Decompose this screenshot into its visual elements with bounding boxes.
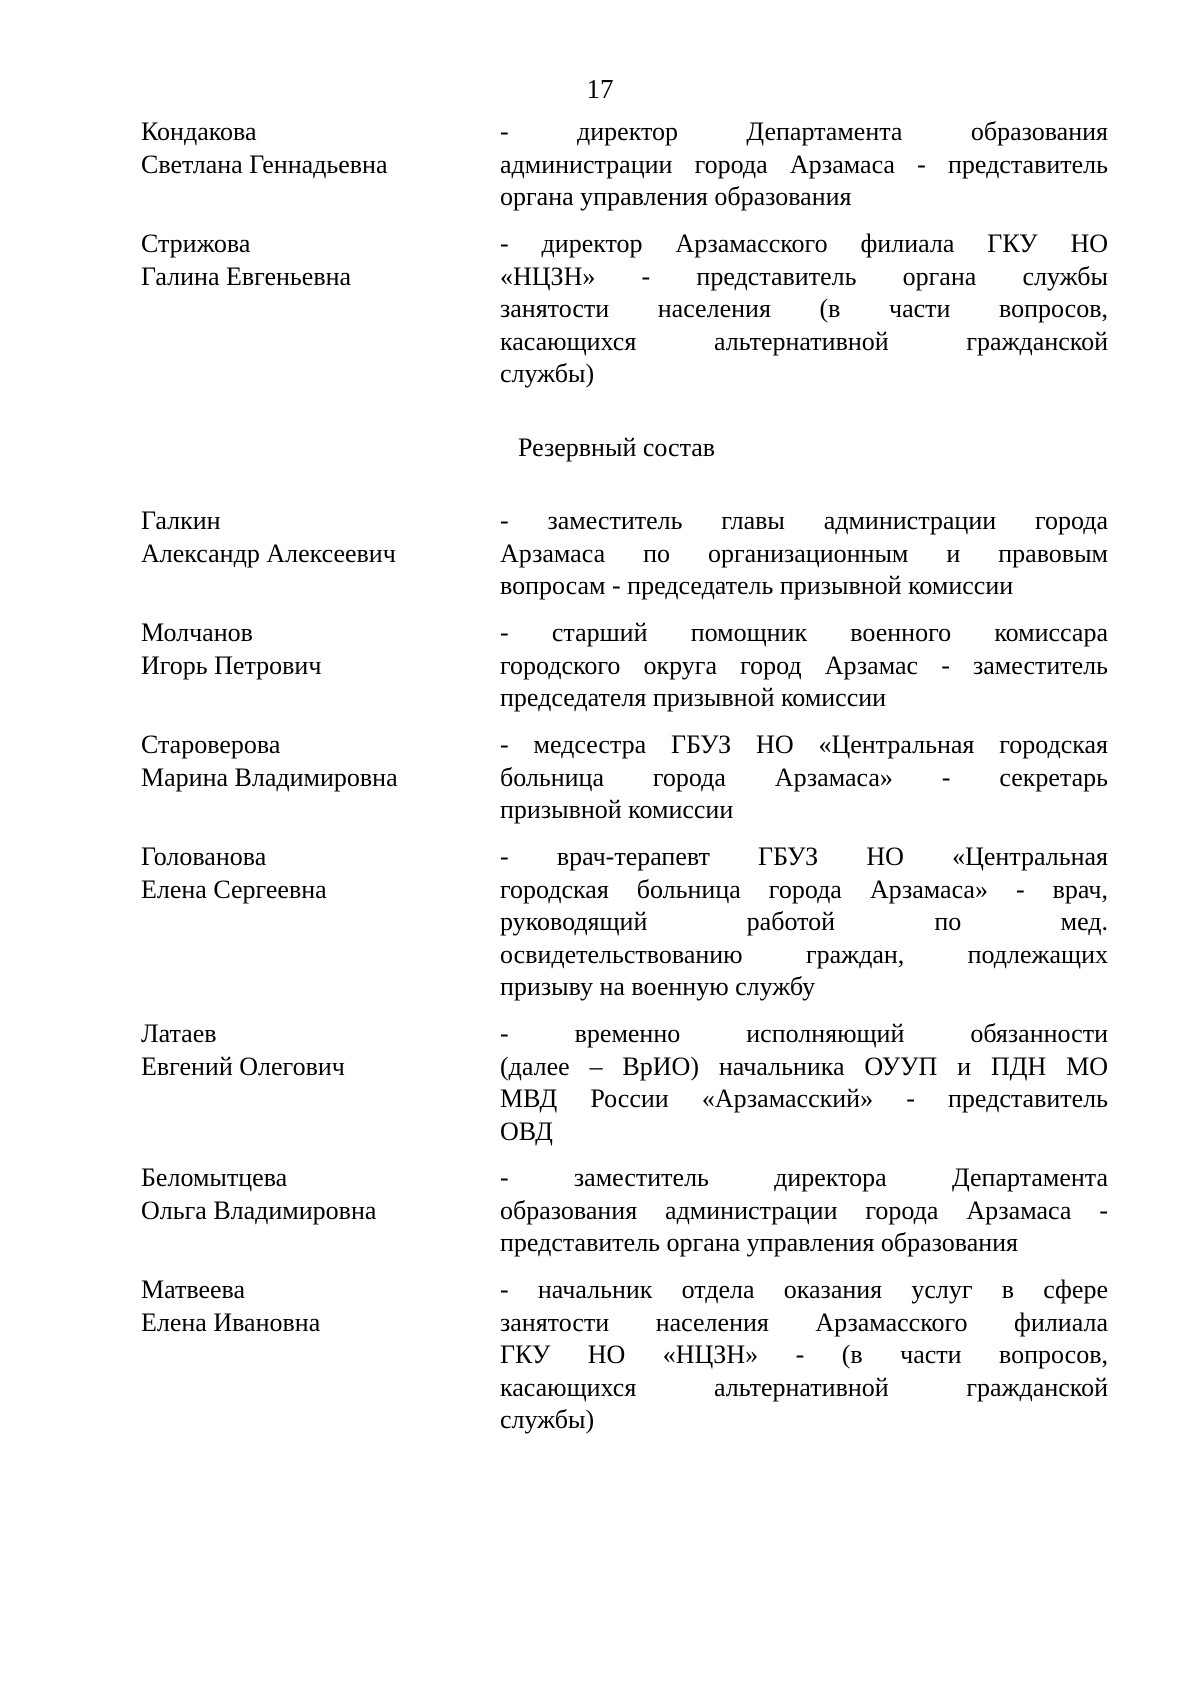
role-line: руководящий работой по мед. xyxy=(500,907,1108,936)
member-surname: Староверова xyxy=(141,730,281,759)
role-line: занятости населения (в части вопросов, xyxy=(500,294,1108,323)
member-given-names: Светлана Геннадьевна xyxy=(141,149,388,179)
role-line: органа управления образования xyxy=(500,182,852,211)
role-line: (далее – ВрИО) начальника ОУУП и ПДН МО xyxy=(500,1051,1108,1081)
role-line: - медсестра ГБУЗ НО «Центральная городская xyxy=(500,730,1108,759)
role-line: председателя призывной комиссии xyxy=(500,683,887,712)
role-line: - директор Департамента образования xyxy=(500,117,1108,146)
role-line: - директор Арзамасского филиала ГКУ НО xyxy=(500,229,1108,258)
role-line: администрации города Арзамаса - представитель xyxy=(500,149,1108,179)
member-surname: Кондакова xyxy=(141,117,257,146)
member-role xyxy=(500,617,1108,715)
role-line: городская больница города Арзамаса» - врач, xyxy=(500,874,1108,904)
role-line: представитель органа управления образования xyxy=(500,1228,1019,1257)
role-line: службы) xyxy=(500,359,595,388)
member-surname: Латаев xyxy=(141,1019,217,1048)
member-given-names: Галина Евгеньевна xyxy=(141,261,352,291)
role-line: - заместитель главы администрации города xyxy=(500,506,1108,535)
role-line: касающихся альтернативной гражданской xyxy=(500,1372,1108,1402)
member-role xyxy=(500,228,1108,391)
role-line: городского округа город Арзамас - заместитель xyxy=(500,650,1108,680)
member-role xyxy=(500,1018,1108,1148)
member-name xyxy=(141,617,471,682)
member-name xyxy=(141,1274,471,1339)
member-surname: Голованова xyxy=(141,842,267,871)
member-name xyxy=(141,505,471,570)
member-surname: Стрижова xyxy=(141,229,251,258)
member-given-names: Евгений Олегович xyxy=(141,1051,345,1081)
member-role xyxy=(500,1274,1108,1437)
member-role xyxy=(500,841,1108,1004)
member-surname: Матвеева xyxy=(141,1275,246,1304)
member-surname: Беломытцева xyxy=(141,1163,288,1192)
role-line: ГКУ НО «НЦЗН» - (в части вопросов, xyxy=(500,1340,1108,1369)
member-role xyxy=(500,505,1108,603)
member-given-names: Марина Владимировна xyxy=(141,762,398,792)
role-line: призывной комиссии xyxy=(500,795,734,824)
member-name xyxy=(141,841,471,906)
member-given-names: Игорь Петрович xyxy=(141,650,322,680)
role-line: Арзамаса по организационным и правовым xyxy=(500,538,1108,568)
role-line: образования администрации города Арзамаса - xyxy=(500,1195,1108,1225)
page-number: 17 xyxy=(586,74,614,104)
member-name xyxy=(141,729,471,794)
member-name xyxy=(141,228,471,293)
role-line: - начальник отдела оказания услуг в сфере xyxy=(500,1275,1108,1304)
role-line: освидетельствованию граждан, подлежащих xyxy=(500,939,1108,969)
role-line: призыву на военную службу xyxy=(500,972,816,1001)
role-line: больница города Арзамаса» - секретарь xyxy=(500,762,1108,792)
member-given-names: Елена Сергеевна xyxy=(141,874,327,904)
role-line: «НЦЗН» - представитель органа службы xyxy=(500,261,1108,291)
role-line: - временно исполняющий обязанности xyxy=(500,1019,1108,1048)
member-role xyxy=(500,729,1108,827)
member-name xyxy=(141,1162,471,1227)
role-line: МВД России «Арзамасский» - представитель xyxy=(500,1084,1108,1113)
role-line: занятости населения Арзамасского филиала xyxy=(500,1307,1108,1337)
role-line: вопросам - председатель призывной комиссии xyxy=(500,571,1014,600)
role-line: касающихся альтернативной гражданской xyxy=(500,326,1108,356)
member-name xyxy=(141,116,471,181)
member-role xyxy=(500,1162,1108,1260)
member-given-names: Александр Алексеевич xyxy=(141,538,396,568)
role-line: - старший помощник военного комиссара xyxy=(500,618,1108,647)
member-given-names: Ольга Владимировна xyxy=(141,1195,377,1225)
member-surname: Галкин xyxy=(141,506,221,535)
member-name xyxy=(141,1018,471,1083)
section-heading-reserve: Резервный состав xyxy=(518,433,716,462)
role-line: службы) xyxy=(500,1405,595,1434)
role-line: - заместитель директора Департамента xyxy=(500,1163,1108,1192)
member-role xyxy=(500,116,1108,214)
role-line: - врач-терапевт ГБУЗ НО «Центральная xyxy=(500,842,1108,871)
role-line: ОВД xyxy=(500,1116,553,1146)
member-given-names: Елена Ивановна xyxy=(141,1307,321,1337)
member-surname: Молчанов xyxy=(141,618,253,647)
